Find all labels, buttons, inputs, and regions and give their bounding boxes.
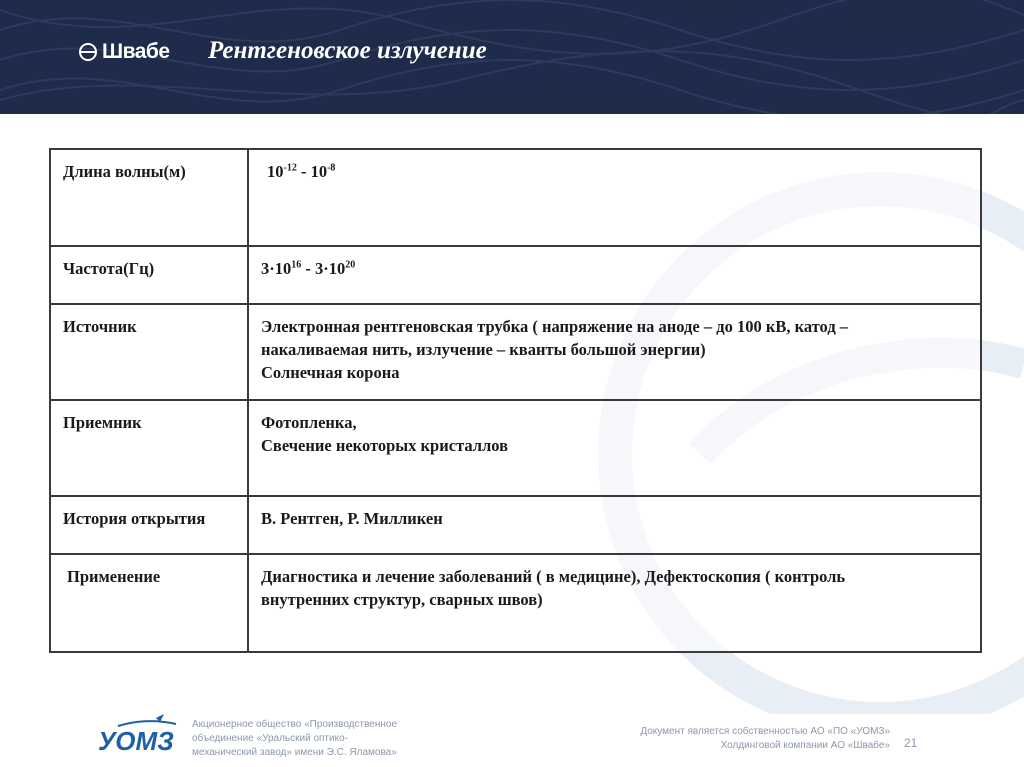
discovery-value: В. Рентген, Р. Милликен: [248, 496, 981, 554]
uomz-logo: [98, 712, 182, 754]
company-name: Акционерное общество «Производственное объединение «Уральский оптико- механический завод» имени Э.С. Яламова»: [192, 719, 398, 758]
receiver-value: Фотопленка, Свечение некоторых кристаллов: [248, 400, 981, 496]
row-label: Приемник: [50, 400, 248, 496]
brand-name: Швабе: [102, 40, 170, 63]
table-row: [50, 246, 981, 304]
row-label: История открытия: [50, 496, 248, 554]
page-number: 21: [904, 736, 918, 750]
row-label: Длина волны(м): [50, 149, 248, 246]
table-row: [50, 400, 981, 496]
frequency-value: $3\cdot 10^{16} - 3\cdot 10^{20}$: [248, 246, 981, 304]
shvabe-logo-icon: [78, 42, 98, 62]
row-label: Применение: [50, 554, 248, 652]
table-row: [50, 304, 981, 400]
row-label: Частота(Гц): [50, 246, 248, 304]
slide-header: [0, 0, 1024, 114]
ownership-notice: Документ является собственностью АО «ПО «УОМЗ» Холдинговой компании АО «Швабе»: [640, 726, 890, 751]
xray-properties-table: [49, 148, 982, 653]
table-row: [50, 554, 981, 652]
source-value: Электронная рентгеновская трубка ( напряжение на аноде – до 100 кВ, катод – накаливаемая нить, излучение – кванты большой энергии) Солнечная корона: [248, 304, 981, 400]
row-label: Источник: [50, 304, 248, 400]
uomz-logo-text: УОМЗ: [98, 726, 174, 754]
wavelength-value: $10^{-12} - 10^{-8}$: [248, 149, 981, 246]
table-row: [50, 496, 981, 554]
table-row: [50, 149, 981, 246]
slide-title: Рентгеновское излучение: [208, 37, 487, 64]
shvabe-brand: [78, 39, 170, 65]
application-value: Диагностика и лечение заболеваний ( в медицине), Дефектоскопия ( контроль внутренних структур, сварных швов): [248, 554, 981, 652]
